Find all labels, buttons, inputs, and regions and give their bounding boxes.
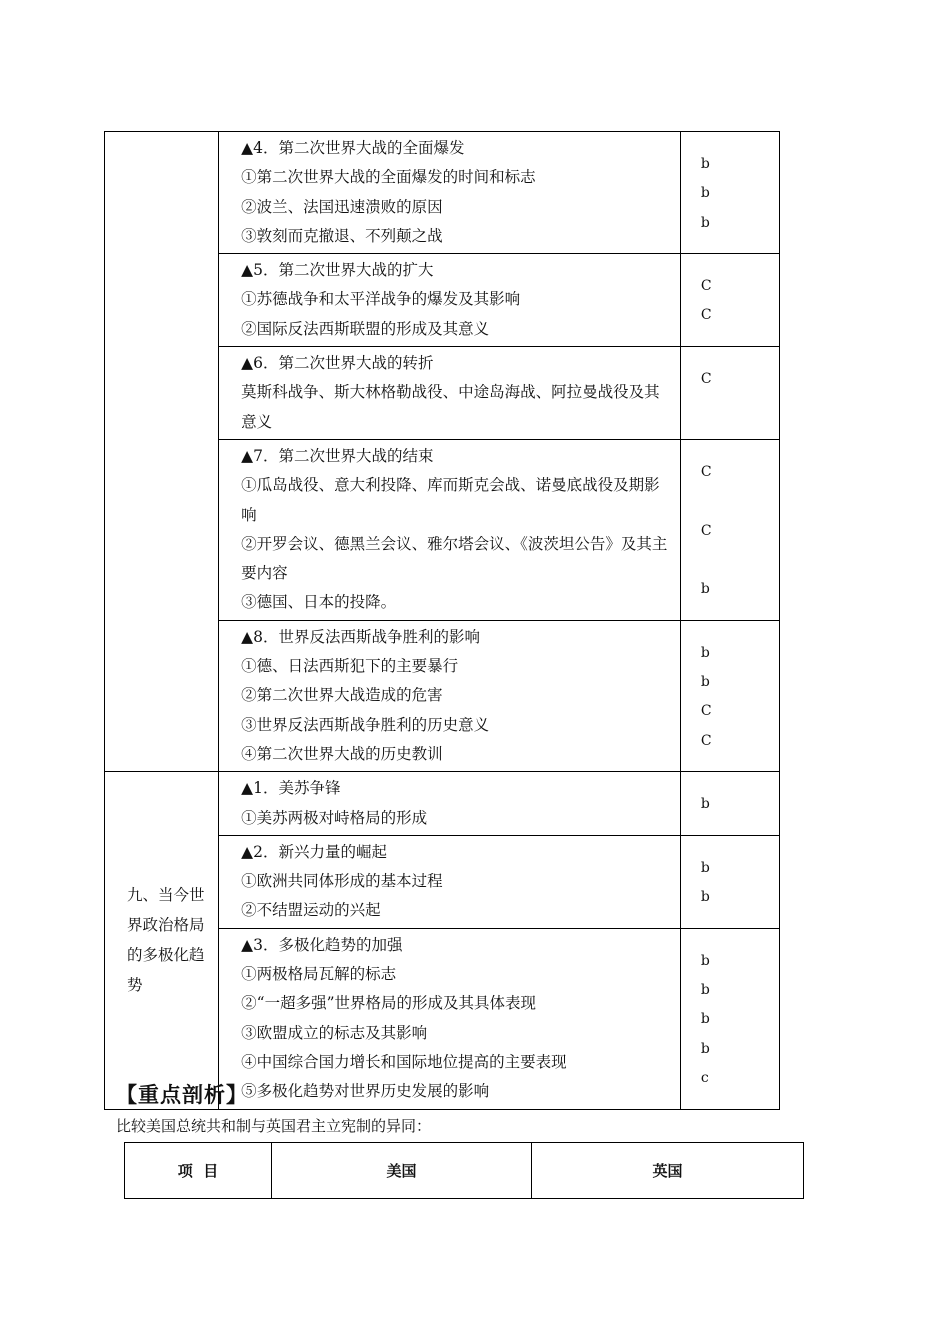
section-item: ③欧盟成立的标志及其影响 — [241, 1023, 428, 1042]
level-cell — [680, 347, 779, 440]
comparison-intro: 比较美国总统共和制与英国君主立宪制的异同： — [116, 1117, 432, 1135]
section-content-cell — [219, 928, 681, 1109]
level-mark: C — [700, 371, 712, 388]
level-mark: b — [700, 644, 710, 661]
section-title: ▲8．世界反法西斯战争胜利的影响 — [241, 627, 480, 646]
section-item: ②不结盟运动的兴起 — [241, 901, 381, 920]
section-title: ▲1．美苏争锋 — [241, 779, 341, 798]
level-cell — [680, 772, 779, 836]
comparison-header-row — [125, 1143, 804, 1199]
level-mark: b — [700, 982, 710, 999]
level-mark: C — [700, 463, 712, 480]
section-item: 莫斯科战争、斯大林格勒战役、中途岛海战、阿拉曼战役及其意义 — [241, 383, 660, 431]
section-item: ②第二次世界大战造成的危害 — [241, 686, 443, 705]
section-item: ④中国综合国力增长和国际地位提高的主要表现 — [241, 1052, 567, 1071]
level-mark: C — [700, 278, 712, 295]
section-title: ▲7．第二次世界大战的结束 — [241, 446, 434, 465]
section-item: ①第二次世界大战的全面爆发的时间和标志 — [241, 168, 536, 187]
section-content-cell — [219, 254, 681, 347]
level-mark: b — [700, 889, 710, 906]
section-item: ①德、日法西斯犯下的主要暴行 — [241, 657, 459, 676]
level-mark: C — [700, 703, 712, 720]
section-content-cell — [219, 132, 681, 254]
table-row — [105, 132, 780, 254]
level-mark: b — [700, 1040, 710, 1057]
section-title: ▲5．第二次世界大战的扩大 — [241, 261, 434, 280]
level-mark: b — [700, 674, 710, 691]
level-mark: b — [700, 156, 710, 172]
level-mark — [701, 546, 779, 575]
level-mark: C — [700, 522, 712, 539]
level-cell — [680, 928, 779, 1109]
section-item: ②“一超多强”世界格局的形成及其具体表现 — [241, 994, 537, 1013]
comparison-table — [124, 1142, 804, 1199]
level-mark: b — [700, 581, 710, 598]
section-item: ①瓜岛战役、意大利投降、库而斯克会战、诺曼底战役及期影响 — [241, 476, 660, 524]
level-cell — [680, 835, 779, 928]
level-cell — [680, 254, 779, 347]
level-cell — [680, 439, 779, 620]
header-usa: 美国 — [272, 1143, 532, 1199]
section-title: ▲4．第二次世界大战的全面爆发 — [241, 139, 465, 157]
header-item: 项 目 — [125, 1143, 272, 1199]
level-mark: C — [700, 732, 712, 749]
key-analysis-heading: 【重点剖析】 — [116, 1082, 248, 1107]
level-mark: b — [700, 185, 710, 202]
section-item: ③德国、日本的投降。 — [241, 593, 397, 612]
level-mark: C — [700, 307, 712, 324]
section-item: ⑤多极化趋势对世界历史发展的影响 — [241, 1082, 490, 1101]
section-item: ④第二次世界大战的历史教训 — [241, 744, 443, 763]
category-cell — [105, 772, 219, 1109]
level-mark: b — [700, 796, 710, 813]
section-content-cell — [219, 620, 681, 771]
category-cell — [105, 132, 219, 772]
section-item: ②开罗会议、德黑兰会议、雅尔塔会议、《波茨坦公告》及其主要内容 — [241, 534, 668, 583]
level-cell — [680, 132, 779, 254]
section-content-cell — [219, 439, 681, 620]
section-title: ▲2．新兴力量的崛起 — [241, 842, 387, 861]
header-uk: 英国 — [532, 1143, 804, 1199]
level-cell — [680, 620, 779, 771]
category-label: 九、当今世界政治格局的多极化趋势 — [127, 886, 205, 995]
section-content-cell — [219, 835, 681, 928]
section-item: ③世界反法西斯战争胜利的历史意义 — [241, 715, 490, 734]
section-title: ▲3．多极化趋势的加强 — [241, 935, 403, 954]
level-mark: c — [700, 1069, 709, 1086]
level-mark: b — [700, 214, 710, 231]
level-mark: b — [700, 952, 710, 969]
section-content-cell — [219, 347, 681, 440]
table-row — [105, 772, 780, 836]
section-item: ①欧洲共同体形成的基本过程 — [241, 872, 443, 891]
level-mark: b — [700, 1011, 710, 1028]
section-item: ②波兰、法国迅速溃败的原因 — [241, 197, 443, 216]
syllabus-table — [104, 131, 780, 1110]
section-content-cell — [219, 772, 681, 836]
section-item: ①美苏两极对峙格局的形成 — [241, 808, 428, 827]
level-mark: b — [700, 859, 710, 876]
section-item: ③敦刻而克撤退、不列颠之战 — [241, 226, 443, 245]
section-item: ②国际反法西斯联盟的形成及其意义 — [241, 319, 490, 338]
section-item: ①苏德战争和太平洋战争的爆发及其影响 — [241, 290, 521, 309]
level-mark — [701, 487, 779, 516]
section-item: ①两极格局瓦解的标志 — [241, 965, 397, 984]
section-title: ▲6．第二次世界大战的转折 — [241, 354, 434, 373]
